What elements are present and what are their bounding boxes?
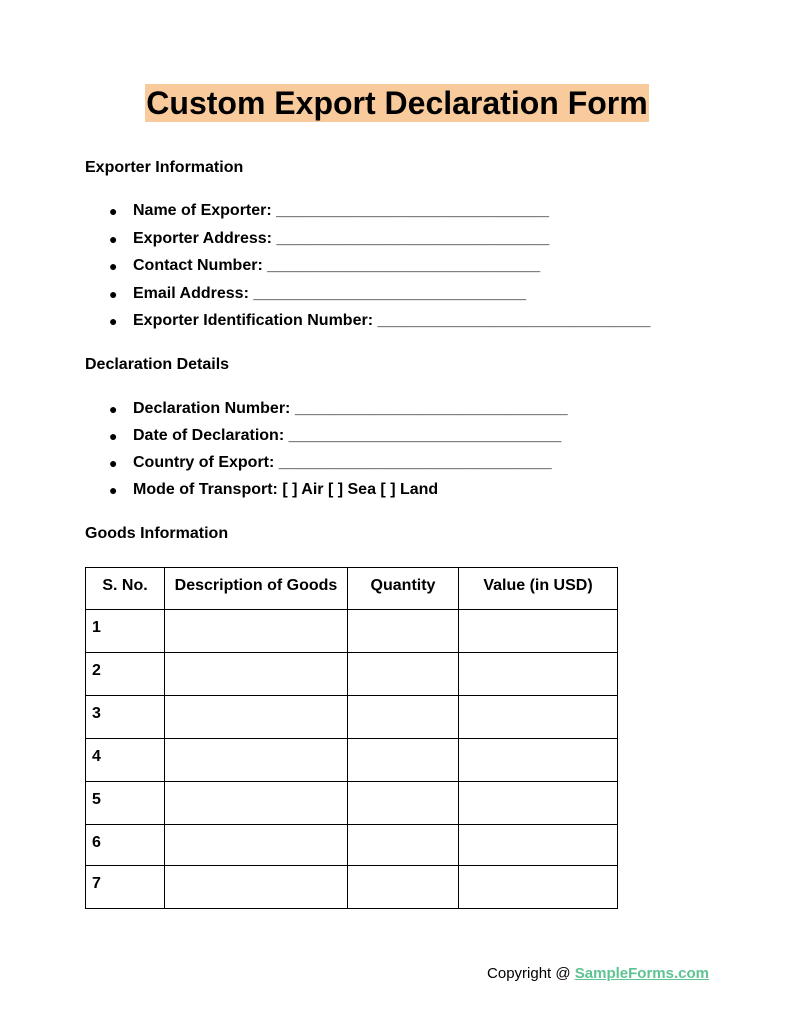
table-row	[86, 696, 618, 739]
value-cell[interactable]	[459, 866, 618, 909]
bullet-icon: ●	[109, 203, 118, 219]
quantity-cell[interactable]	[348, 866, 459, 909]
list-item	[85, 481, 568, 508]
value-cell[interactable]	[459, 825, 618, 866]
value-cell[interactable]	[459, 610, 618, 653]
quantity-cell[interactable]	[348, 825, 459, 866]
serial-cell: 7	[86, 866, 165, 909]
page-title: Custom Export Declaration Form	[146, 85, 648, 121]
table-row	[86, 653, 618, 696]
transport-options[interactable]: Mode of Transport: [ ] Air [ ] Sea [ ] Land	[133, 481, 439, 498]
field-label: Contact Number:	[133, 257, 263, 274]
table-row	[86, 782, 618, 825]
fill-in-blank[interactable]: _______________________________	[276, 229, 550, 247]
declaration-field-list	[85, 400, 568, 508]
exporter-field-list	[85, 202, 650, 340]
bullet-icon: ●	[109, 428, 118, 444]
quantity-cell[interactable]	[348, 696, 459, 739]
fill-in-blank[interactable]: _______________________________	[377, 312, 651, 329]
list-item	[85, 202, 650, 230]
bullet-icon: ●	[109, 455, 118, 471]
description-cell[interactable]	[165, 739, 348, 782]
field-label: Country of Export:	[133, 454, 275, 471]
quantity-cell[interactable]	[348, 739, 459, 782]
column-header-serial: S. No.	[86, 568, 165, 610]
bullet-icon: ●	[109, 285, 118, 302]
field-label: Exporter Identification Number:	[133, 312, 374, 329]
value-cell[interactable]	[459, 653, 618, 696]
serial-cell: 5	[86, 782, 165, 825]
fill-in-blank[interactable]: _______________________________	[294, 400, 568, 417]
copyright-footer	[487, 965, 709, 983]
declaration-section-heading: Declaration Details	[85, 356, 230, 373]
quantity-cell[interactable]	[348, 610, 459, 653]
description-cell[interactable]	[165, 782, 348, 825]
description-cell[interactable]	[165, 696, 348, 739]
column-header-description: Description of Goods	[165, 568, 348, 610]
field-label: Exporter Address:	[133, 229, 272, 247]
table-row	[86, 825, 618, 866]
bullet-icon: ●	[109, 482, 118, 498]
exporter-section-heading: Exporter Information	[85, 159, 244, 176]
description-cell[interactable]	[165, 653, 348, 696]
fill-in-blank[interactable]: _______________________________	[267, 257, 540, 274]
value-cell[interactable]	[459, 739, 618, 782]
goods-table	[85, 567, 618, 909]
column-header-value: Value (in USD)	[459, 568, 618, 610]
field-label: Date of Declaration:	[133, 427, 285, 444]
list-item	[85, 454, 568, 481]
serial-cell: 2	[86, 653, 165, 696]
serial-cell: 1	[86, 610, 165, 653]
fill-in-blank[interactable]: _______________________________	[253, 284, 527, 302]
field-label: Email Address:	[133, 284, 249, 302]
list-item	[85, 230, 650, 258]
quantity-cell[interactable]	[348, 653, 459, 696]
table-header-row	[86, 568, 618, 610]
fill-in-blank[interactable]: _______________________________	[276, 202, 549, 219]
list-item	[85, 427, 568, 454]
bullet-icon: ●	[109, 258, 118, 274]
description-cell[interactable]	[165, 825, 348, 866]
serial-cell: 4	[86, 739, 165, 782]
field-label: Declaration Number:	[133, 400, 291, 417]
copyright-text: Copyright @	[487, 965, 575, 982]
table-row	[86, 610, 618, 653]
list-item	[85, 285, 650, 313]
table-row	[86, 739, 618, 782]
description-cell[interactable]	[165, 866, 348, 909]
field-label: Name of Exporter:	[133, 202, 272, 219]
column-header-quantity: Quantity	[348, 568, 459, 610]
title-wrapper	[0, 84, 794, 122]
value-cell[interactable]	[459, 782, 618, 825]
fill-in-blank[interactable]: _______________________________	[278, 454, 552, 471]
bullet-icon: ●	[109, 313, 118, 329]
list-item	[85, 400, 568, 427]
description-cell[interactable]	[165, 610, 348, 653]
list-item	[85, 312, 650, 340]
table-row	[86, 866, 618, 909]
goods-section-heading: Goods Information	[85, 525, 229, 542]
bullet-icon: ●	[109, 230, 118, 247]
list-item	[85, 257, 650, 285]
fill-in-blank[interactable]: _______________________________	[288, 427, 562, 444]
serial-cell: 3	[86, 696, 165, 739]
serial-cell: 6	[86, 825, 165, 866]
value-cell[interactable]	[459, 696, 618, 739]
quantity-cell[interactable]	[348, 782, 459, 825]
sampleforms-link[interactable]: SampleForms.com	[574, 965, 709, 982]
bullet-icon: ●	[109, 401, 118, 417]
